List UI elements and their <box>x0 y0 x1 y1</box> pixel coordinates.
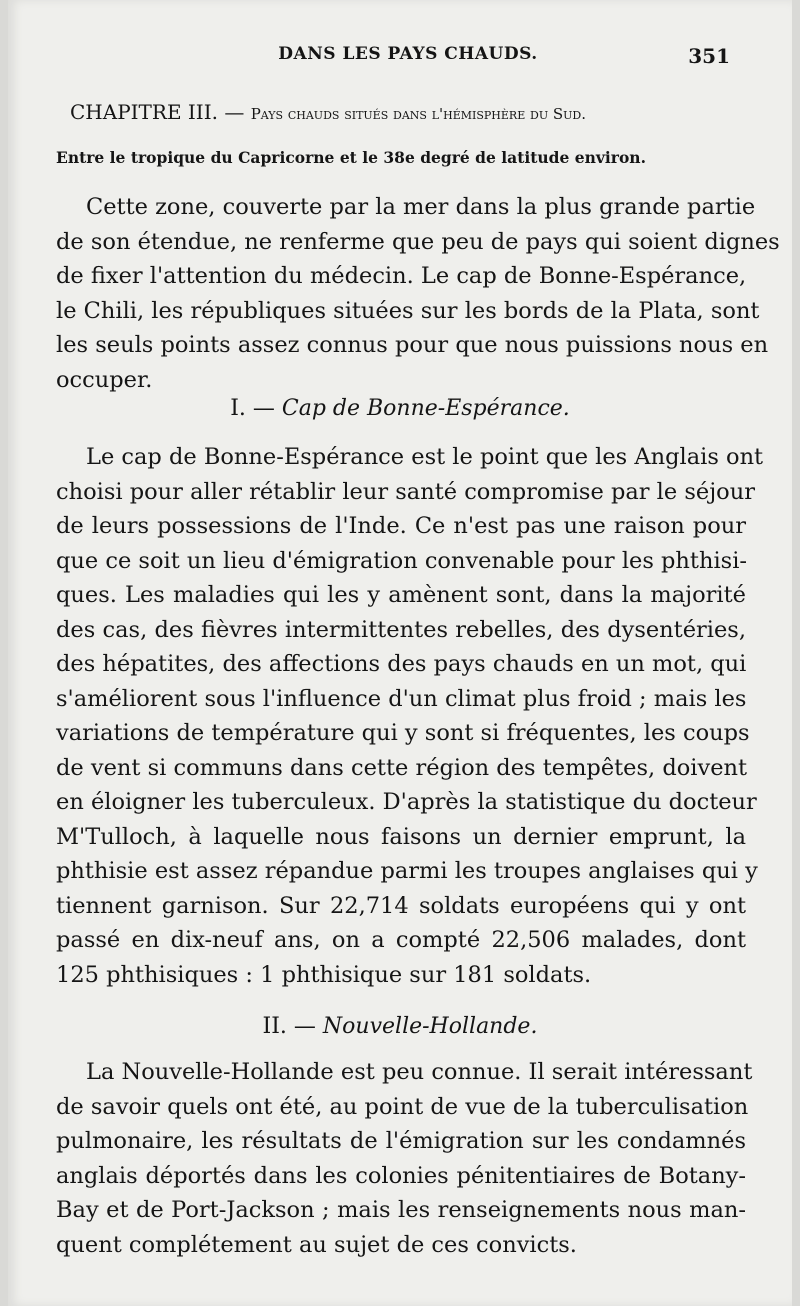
chapter-title <box>70 100 760 124</box>
text-line: variations de température qui y sont si fréquentes, les coups <box>56 720 750 746</box>
chapter-subtitle: Entre le tropique du Capricorne et le 38e degré de latitude environ. <box>56 148 646 167</box>
text-line: anglais déportés dans les colonies pénitentiaires de Botany- <box>56 1162 746 1189</box>
text-line: pulmonaire, les résultats de l'émigration sur les condamnés <box>56 1128 746 1154</box>
book-page <box>8 0 792 1306</box>
text-line: le Chili, les républiques situées sur les bords de la Plata, sont <box>56 297 760 324</box>
paragraph-2 <box>56 440 764 992</box>
text-line: phthisie est assez répandue parmi les troupes anglaises qui y <box>56 858 758 884</box>
section-title: Nouvelle-Hollande. <box>322 1014 538 1039</box>
section-heading-1 <box>8 396 792 421</box>
text-line: des cas, des fièvres intermittentes rebelles, des dysentéries, <box>56 616 746 643</box>
text-line: en éloigner les tuberculeux. D'après la statistique du docteur <box>56 789 757 815</box>
section-heading-2 <box>8 1014 792 1039</box>
text-line: des hépatites, des affections des pays chauds en un mot, qui <box>56 651 747 677</box>
text-line: occuper. <box>56 366 153 393</box>
text-line: La Nouvelle-Hollande est peu connue. Il serait intéressant <box>86 1059 753 1085</box>
text-line: Bay et de Port-Jackson ; mais les renseignements nous man- <box>56 1197 746 1223</box>
chapter-label: CHAPITRE III. — <box>70 100 245 124</box>
text-line: ques. Les maladies qui les y amènent sont, dans la majorité <box>56 582 746 608</box>
text-line: Le cap de Bonne-Espérance est le point que les Anglais ont <box>86 444 764 470</box>
text-line: de son étendue, ne renferme que peu de pays qui soient dignes <box>56 228 780 255</box>
text-line: les seuls points assez connus pour que nous puissions nous en <box>56 332 769 358</box>
running-title: DANS LES PAYS CHAUDS. <box>278 44 538 64</box>
text-line: tiennent garnison. Sur 22,714 soldats européens qui y ont <box>56 892 746 919</box>
text-line: choisi pour aller rétablir leur santé compromise par le séjour <box>56 478 755 505</box>
text-line: de savoir quels ont été, au point de vue de la tuberculisation <box>56 1093 749 1120</box>
text-line: de vent si communs dans cette région des tempêtes, doivent <box>56 754 748 781</box>
page-number: 351 <box>688 44 730 68</box>
text-line: quent complétement au sujet de ces convicts. <box>56 1231 577 1258</box>
chapter-heading: Pays chauds situés dans l'hémisphère du Sud. <box>250 105 586 123</box>
text-line: Cette zone, couverte par la mer dans la plus grande partie <box>86 194 756 220</box>
section-number: I. — <box>230 396 275 421</box>
paragraph-3 <box>56 1055 753 1262</box>
text-line: que ce soit un lieu d'émigration convenable pour les phthisi- <box>56 547 747 574</box>
section-title: Cap de Bonne-Espérance. <box>281 396 570 421</box>
paragraph-1 <box>56 190 780 397</box>
text-line: de fixer l'attention du médecin. Le cap de Bonne-Espérance, <box>56 263 747 289</box>
text-line: 125 phthisiques : 1 phthisique sur 181 soldats. <box>56 961 592 988</box>
text-line: s'améliorent sous l'influence d'un climat plus froid ; mais les <box>56 685 747 712</box>
text-line: de leurs possessions de l'Inde. Ce n'est pas une raison pour <box>56 513 746 539</box>
text-line: M'Tulloch, à laquelle nous faisons un dernier emprunt, la <box>56 823 746 850</box>
section-number: II. — <box>262 1014 316 1039</box>
text-line: passé en dix-neuf ans, on a compté 22,506 malades, dont <box>56 927 746 953</box>
